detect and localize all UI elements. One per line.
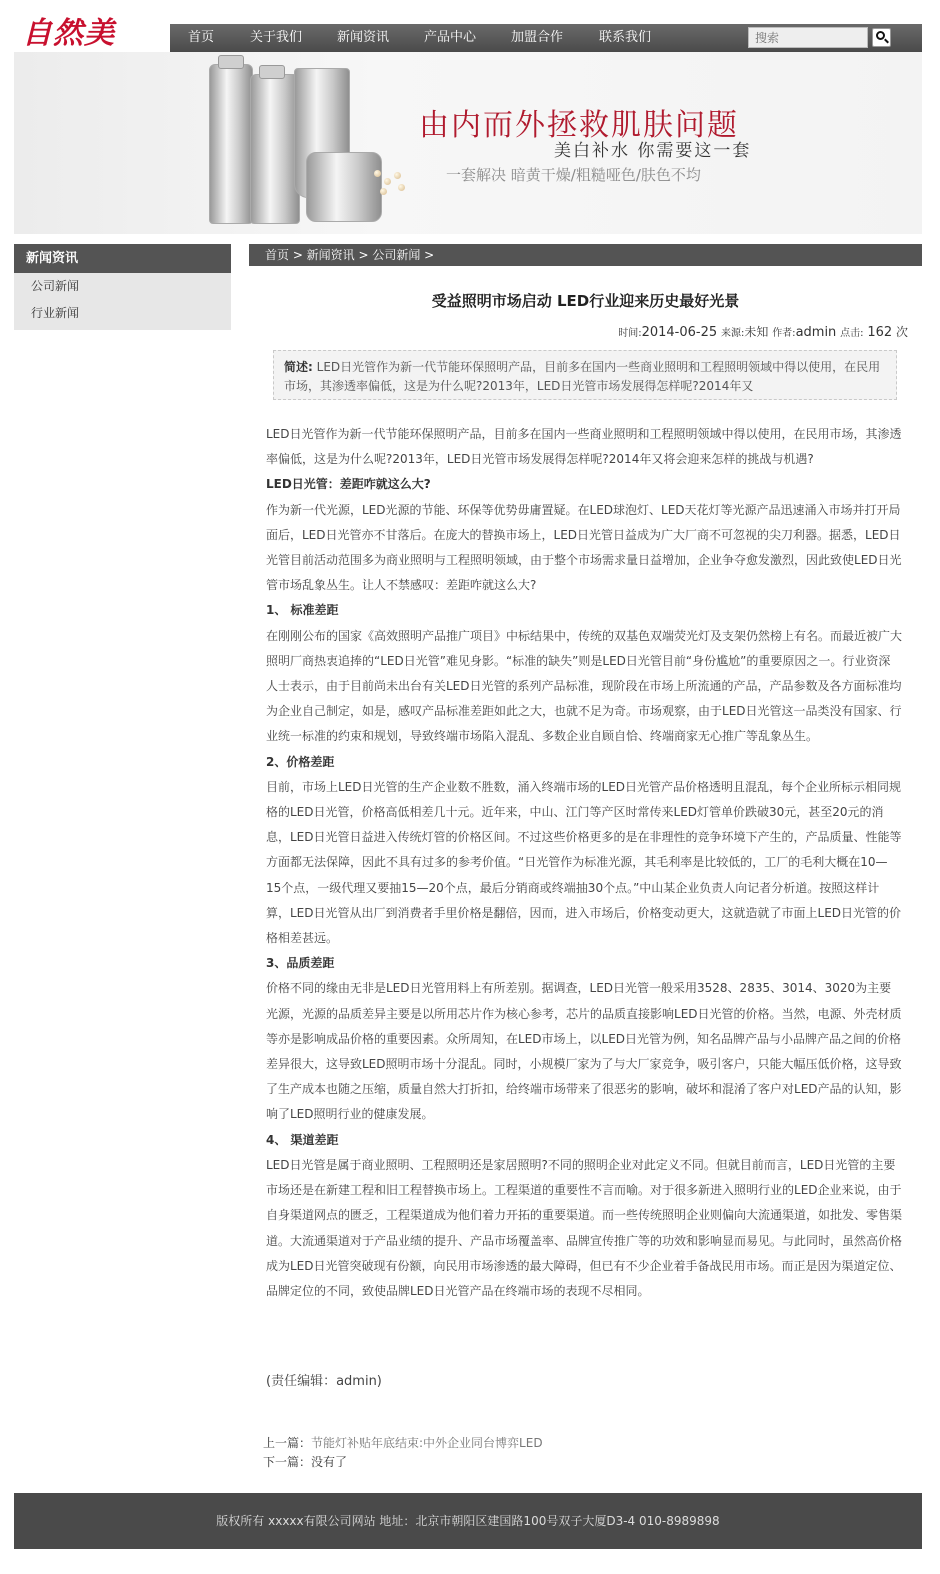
meta-source-label: 来源: [720, 328, 745, 339]
meta-author-label: 作者: [772, 328, 796, 339]
sidebar [14, 244, 231, 330]
article-section-heading: 1、 标准差距 [266, 603, 339, 618]
article-body [266, 422, 902, 1304]
article-title: 受益照明市场启动 LED行业迎来历史最好光景 [431, 292, 740, 310]
banner-subheadline: 美白补水 你需要这一套 [554, 141, 752, 161]
pearl-decoration [394, 172, 401, 179]
next-article-label: 下一篇： [263, 1455, 312, 1469]
article-paragraph: 在刚刚公布的国家《高效照明产品推广项目》中标结果中，传统的双基色双端荧光灯及支架仍然榜上有名。而最近被广大照明厂商热衷追捧的“LED日光管”难见身影。“标准的缺失”则是LED日光管目前“身份尴尬”的重要原因之一。行业资深人士表示，由于目前尚未出台有关LED日光管的系列产品标准，现阶段在市场上所流通的产品，产品参数及各方面标准均为企业自己制定，如是，感叹产品标准差距如此之大，也就不足为奇。市场观察，由于LED日光管这一品类没有国家、行业统一标准的约束和规划，导致终端市场陷入混乱、多数企业自顾自恰、终端商家无心推广等乱象丛生。 [266, 628, 903, 744]
article-meta [618, 323, 908, 340]
prev-article-label: 上一篇： [263, 1436, 312, 1450]
hero-banner[interactable] [14, 52, 922, 234]
meta-time: 2014-06-25 [641, 325, 718, 340]
pearl-decoration [398, 184, 405, 191]
nav-item-franchise[interactable]: 加盟合作 [511, 30, 564, 45]
summary-text: LED日光管作为新一代节能环保照明产品，目前多在国内一些商业照明和工程照明领域中得以使用，在民用市场，其渗透率偏低，这是为什么呢?2013年，LED日光管市场发展得怎样呢?2014年又 [284, 360, 881, 393]
banner-headline: 由内而外拯救肌肤问题 [419, 108, 739, 143]
pearl-decoration [380, 188, 387, 195]
bottle-cap [218, 55, 244, 69]
article-paragraph: 价格不同的缘由无非是LED日光管用料上有所差别。据调查，LED日光管一般采用3528、2835、3014、3020为主要光源，光源的品质差异主要是以所用芯片作为核心参考，芯片的品质直接影响LED日光管的价格。当然，电源、外壳材质等亦是影响成品价格的重要因素。众所周知，在LED市场上，以LED日光管为例，知名品牌产品与小品牌产品之间的价格差异很大，这导致LED照明市场十分混乱。同时，小规模厂家为了与大厂家竞争，吸引客户，只能大幅压低价格，这导致了生产成本也随之压缩，质量自然大打折扣，给终端市场带来了很恶劣的影响，破坏和混淆了客户对LED产品的认知，影响了LED照明行业的健康发展。 [266, 981, 902, 1122]
product-bottle-image [209, 64, 253, 224]
nav-item-news[interactable]: 新闻资讯 [337, 30, 390, 45]
prev-article-title[interactable]: 节能灯补贴年底结束:中外企业同台博弈LED [311, 1436, 543, 1450]
search-input[interactable] [748, 27, 868, 48]
next-article-title: 没有了 [311, 1455, 348, 1469]
nav-item-about[interactable]: 关于我们 [250, 30, 303, 45]
next-article [263, 1453, 347, 1470]
article-section-heading: LED日光管：差距咋就这么大? [266, 477, 431, 492]
article-editor: (责任编辑：admin) [266, 1374, 382, 1389]
product-bottle-image [250, 74, 300, 224]
nav-item-contact[interactable]: 联系我们 [599, 30, 652, 45]
meta-time-label: 时间: [618, 328, 642, 339]
nav-item-products[interactable]: 产品中心 [424, 30, 477, 45]
bottle-cap [259, 65, 285, 79]
search-button[interactable] [872, 28, 891, 47]
meta-hits-label: 点击: [840, 328, 864, 339]
article-section-heading: 4、 渠道差距 [266, 1132, 339, 1147]
meta-source: 未知 [744, 325, 769, 339]
product-jar-image [306, 152, 382, 222]
summary-label: 简述: [284, 360, 313, 374]
article-summary [273, 350, 897, 400]
sidebar-item-company-news[interactable]: 公司新闻 [31, 279, 80, 293]
article-paragraph: LED日光管作为新一代节能环保照明产品，目前多在国内一些商业照明和工程照明领域中得以使用，在民用市场，其渗透率偏低，这是为什么呢?2013年，LED日光管市场发展得怎样呢?2014年又将会迎来怎样的挑战与机遇? [266, 427, 902, 467]
breadcrumb[interactable]: 首页 > 新闻资讯 > 公司新闻 > [249, 244, 922, 266]
meta-author: admin [795, 325, 837, 340]
nav-item-home[interactable]: 首页 [188, 30, 215, 45]
article-paragraph: 作为新一代光源，LED光源的节能、环保等优势毋庸置疑。在LED球泡灯、LED天花灯等光源产品迅速涌入市场并打开局面后，LED日光管亦不甘落后。在庞大的替换市场上，LED日光管日益成为广大厂商不可忽视的尖刀利器。据悉，LED日光管目前活动范围多为商业照明与工程照明领域，由于整个市场需求量日益增加，企业争夺愈发激烈，因此致使LED日光管市场乱象丛生。让人不禁感叹：差距咋就这么大? [266, 502, 902, 593]
article-paragraph: 目前，市场上LED日光管的生产企业数不胜数，涌入终端市场的LED日光管产品价格透明且混乱，每个企业所标示相同规格的LED日光管，价格高低相差几十元。近年来，中山、江门等产区时常传来LED灯管单价跌破30元，甚至20元的消息，LED日光管日益进入传统灯管的价格区间。不过这些价格更多的是在非理性的竞争环境下产生的，产品质量、性能等方面都无法保障，因此不具有过多的参考价值。“日光管作为标准光源，其毛利率是比较低的，工厂的毛利大概在10—15个点，一级代理又要抽15—20个点，最后分销商或终端抽30个点。”中山某企业负责人向记者分析道。按照这样计算，LED日光管从出厂到消费者手里价格是翻倍，因而，进入市场后，价格变动更大，这就造就了市面上LED日光管的价格相差甚远。 [266, 779, 902, 946]
logo-text: 自然美 [22, 16, 115, 51]
search-icon-handle [884, 39, 889, 44]
sidebar-item-industry-news[interactable]: 行业新闻 [31, 306, 80, 320]
banner-tagline: 一套解决 暗黄干燥/粗糙哑色/肤色不均 [446, 166, 701, 184]
prev-article[interactable] [263, 1434, 543, 1451]
site-logo[interactable] [22, 14, 152, 54]
footer: 版权所有 xxxxx有限公司网站 地址：北京市朝阳区建国路100号双子大厦D3-4 010-8989898 [14, 1493, 922, 1549]
meta-hits-unit: 次 [895, 325, 908, 339]
sidebar-title: 新闻资讯 [14, 244, 231, 273]
article-paragraph: LED日光管是属于商业照明、工程照明还是家居照明?不同的照明企业对此定义不同。但就目前而言，LED日光管的主要市场还是在新建工程和旧工程替换市场上。工程渠道的重要性不言而喻。对于很多新进入照明行业的LED企业来说，由于自身渠道网点的匮乏，工程渠道成为他们着力开拓的重要渠道。而一些传统照明企业则偏向大流通渠道，如批发、零售渠道。大流通渠道对于产品业绩的提升、产品市场覆盖率、品牌宣传推广等的功效和影响显而易见。与此同时，虽然高价格成为LED日光管突破现有份额，向民用市场渗透的最大障碍，但已有不少企业着手备战民用市场。而正是因为渠道定位、品牌定位的不同，致使品牌LED日光管产品在终端市场的表现不尽相同。 [266, 1157, 903, 1298]
article-section-heading: 2、价格差距 [266, 754, 335, 769]
main-nav [170, 24, 922, 52]
meta-hits: 162 [867, 325, 893, 340]
pearl-decoration [374, 170, 381, 177]
article-section-heading: 3、品质差距 [266, 956, 335, 971]
pearl-decoration [384, 178, 391, 185]
